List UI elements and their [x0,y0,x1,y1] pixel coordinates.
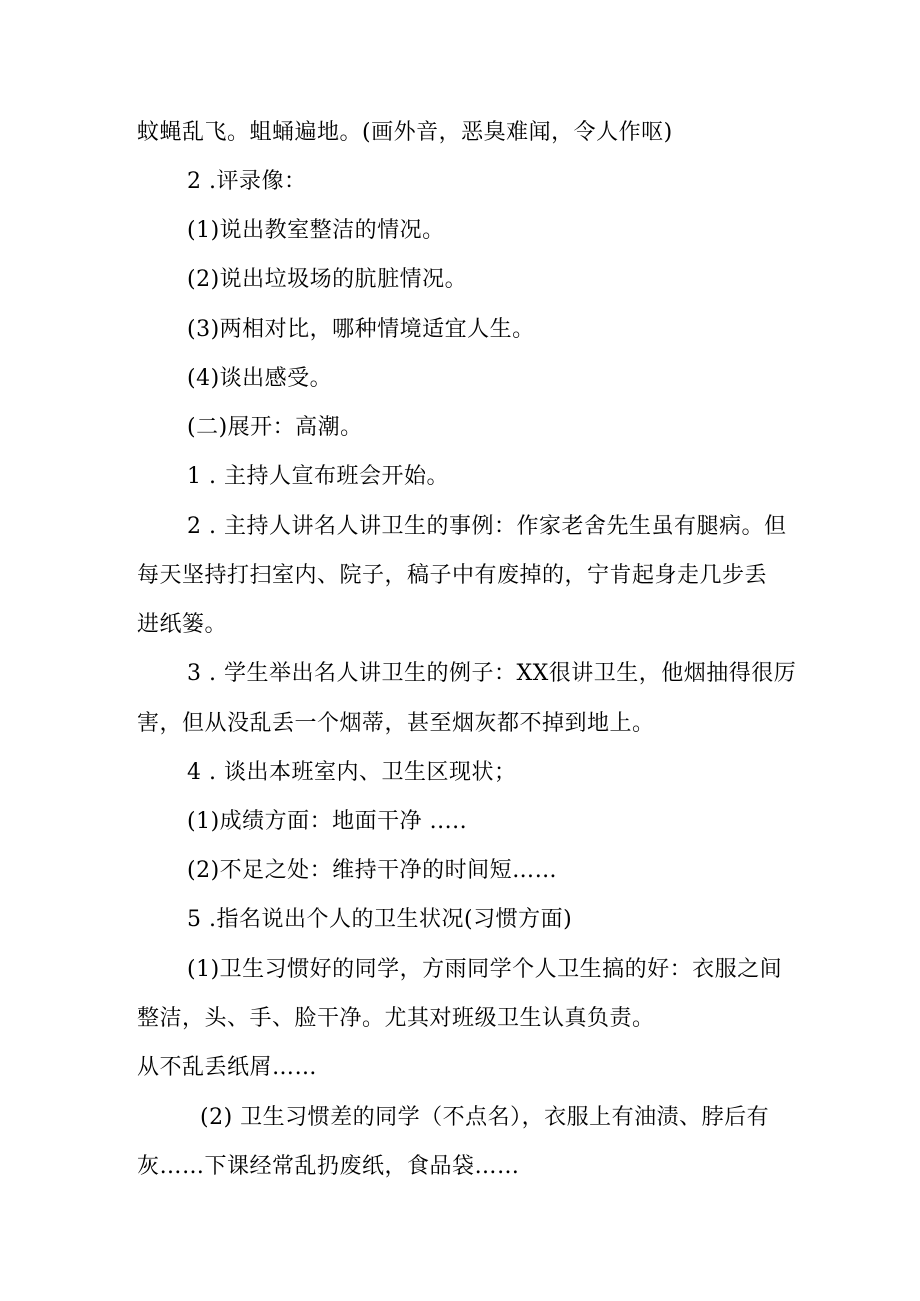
text-line-8: 1 . 主持人宣布班会开始。 [187,464,449,489]
text-line-12: 3 . 学生举出名人讲卫生的例子：XX很讲卫生，他烟抽得很厉 [187,661,797,686]
text-line-9: 2 . 主持人讲名人讲卫生的事例：作家老舍先生虽有腿病。但 [187,514,787,539]
text-line-16: (2)不足之处：维持干净的时间短…… [187,858,558,883]
text-line-1: 蚊蝇乱飞。蛆蛹遍地。(画外音，恶臭难闻，令人作呕) [137,120,673,145]
text-line-11: 进纸篓。 [137,612,228,637]
text-line-18: (1)卫生习惯好的同学，方雨同学个人卫生搞的好：衣服之间 [187,957,783,982]
text-line-14: 4 . 谈出本班室内、卫生区现状； [187,760,517,785]
text-line-3: (1)说出教室整洁的情况。 [187,218,445,243]
text-line-7: (二)展开：高潮。 [187,415,363,440]
text-line-5: (3)两相对比，哪种情境适宜人生。 [187,317,535,342]
text-line-22: 灰……下课经常乱扔废纸，食品袋…… [137,1154,520,1179]
text-line-20: 从不乱丢纸屑…… [137,1055,318,1080]
text-line-15: (1)成绩方面：地面干净 ..... [187,809,468,834]
text-line-13: 害，但从没乱丢一个烟蒂，甚至烟灰都不掉到地上。 [137,711,655,736]
text-line-4: (2)说出垃圾场的肮脏情况。 [187,267,468,292]
text-line-10: 每天坚持打扫室内、院子，稿子中有废掉的，宁肯起身走几步丢 [137,563,768,588]
text-line-6: (4)谈出感受。 [187,366,333,391]
text-line-2: 2 .评录像： [187,169,307,194]
text-line-19: 整洁，头、手、脸干净。尤其对班级卫生认真负责。 [137,1006,655,1031]
text-line-21: (2) 卫生习惯差的同学（不点名），衣服上有油渍、脖后有 [200,1105,770,1130]
text-line-17: 5 .指名说出个人的卫生状况(习惯方面) [187,907,573,932]
